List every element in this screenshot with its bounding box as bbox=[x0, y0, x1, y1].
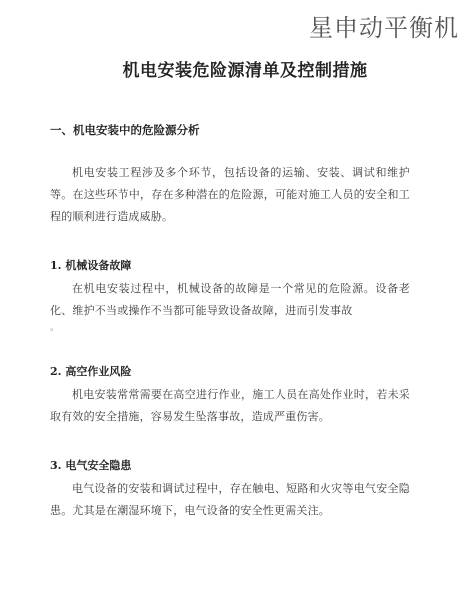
item-paragraph-height: 机电安装常常需要在高空进行作业，施工人员在高处作业时，若未采取有效的安全措施，容易发生坠落事故，造成严重伤害。 bbox=[50, 388, 410, 423]
document-page bbox=[50, 56, 410, 522]
document-title: 机电安装危险源清单及控制措施 bbox=[122, 61, 368, 81]
item-heading-machinery: 1. 机械设备故障 bbox=[50, 259, 132, 272]
section-heading: 一、机电安装中的危险源分析 bbox=[50, 123, 200, 137]
item-paragraph-machinery: 在机电安装过程中，机械设备的故障是一个常见的危险源。设备老化、维护不当或操作不当都可能导致设备故障，进而引发事故 bbox=[50, 282, 410, 317]
section-paragraph: 机电安装工程涉及多个环节，包括设备的运输、安装、调试和维护等。在这些环节中，存在多种潜在的危险源，可能对施工人员的安全和工程的顺利进行造成威胁。 bbox=[50, 166, 410, 223]
item-heading-height: 2. 高空作业风险 bbox=[50, 365, 132, 378]
item-paragraph-electrical: 电气设备的安装和调试过程中，存在触电、短路和火灾等电气安全隐患。尤其是在潮湿环境下，电气设备的安全性更需关注。 bbox=[50, 482, 410, 517]
trailing-punctuation: 。 bbox=[50, 323, 60, 333]
watermark: 星申动平衡机 bbox=[309, 14, 459, 42]
item-heading-electrical: 3. 电气安全隐患 bbox=[50, 459, 132, 472]
